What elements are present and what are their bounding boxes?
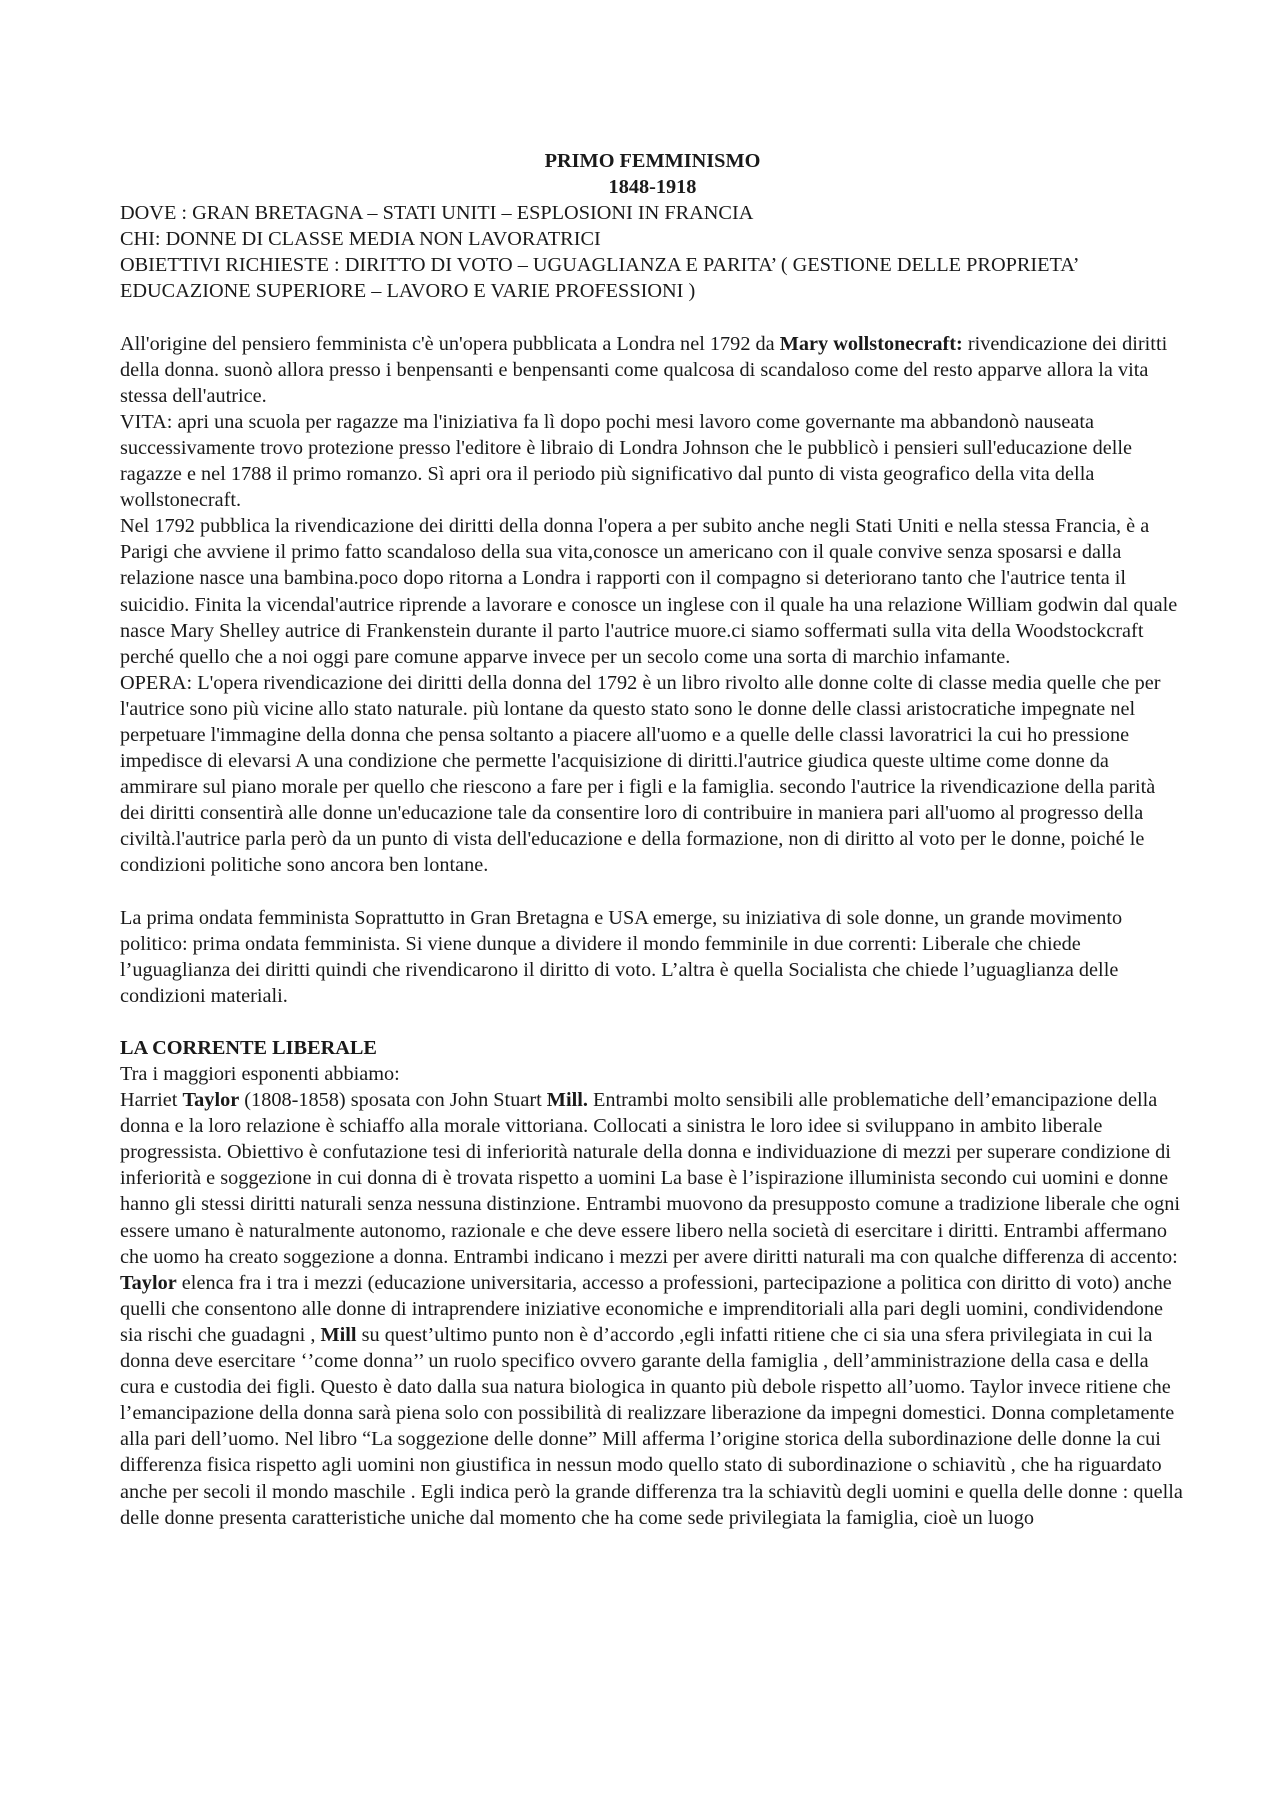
- spacer: [120, 305, 1185, 331]
- info-chi: CHI: DONNE DI CLASSE MEDIA NON LAVORATRICI: [120, 228, 601, 251]
- prima-ondata-paragraph: La prima ondata femminista Soprattutto in Gran Bretagna e USA emerge, su iniziativa di sole donne, un grande movimento politico: prima ondata femminista. Si viene dunque a dividere il mondo femminile in due correnti: Liberale che chiede l’uguaglianza dei diritti quindi che rivendicarono il diritto di voto. L’altra è quella Socialista che chiede l’uguaglianza delle condizioni materiali.: [120, 906, 1123, 1007]
- spacer: [120, 1009, 1185, 1035]
- wollstonecraft-intro: All'origine del pensiero femminista c'è un'opera pubblicata a Londra nel 1792 da Mary wollstonecraft: rivendicazione dei diritti della donna. suonò allora presso i benpensanti e benpensanti come qualcosa di scandaloso come del resto apparve allora la vita stessa dell'autrice.: [120, 332, 1168, 407]
- section-heading-corrente-liberale: LA CORRENTE LIBERALE: [120, 1036, 377, 1059]
- info-dove: DOVE : GRAN BRETAGNA – STATI UNITI – ESPLOSIONI IN FRANCIA: [120, 202, 754, 225]
- info-obiettivi: OBIETTIVI RICHIESTE : DIRITTO DI VOTO – UGUAGLIANZA E PARITA’ ( GESTIONE DELLE PROPRIETA’ EDUCAZIONE SUPERIORE – LAVORO E VARIE PROFESSIONI ): [120, 254, 1078, 303]
- spacer: [120, 879, 1185, 905]
- author-name: Mary wollstonecraft:: [779, 332, 963, 355]
- document-page: [120, 148, 1185, 1531]
- document-title: PRIMO FEMMINISMO: [544, 150, 761, 172]
- wollstonecraft-vita: VITA: apri una scuola per ragazze ma l'iniziativa fa lì dopo pochi mesi lavoro come governante ma abbandonò nauseata successivamente trovo protezione presso l'editore è libraio di Londra Johnson che le pubblicò i pensieri sull'educazione delle ragazze e nel 1788 il primo romanzo. Sì apri ora il periodo più significativo dal punto di vista geografico della vita della wollstonecraft.: [120, 410, 1133, 512]
- wollstonecraft-opera: OPERA: L'opera rivendicazione dei diritti della donna del 1792 è un libro rivolto alle donne colte di classe media quelle che per l'autrice sono più vicine allo stato naturale. più lontane da questo stato sono le donne delle classi aristocratiche impegnate nel perpetuare l'immagine della donna che pensa soltanto a piacere all'uomo e a quelle delle classi lavoratrici la cui ho pressione impedisce di elevarsi A una condizione che permette l'acquisizione di diritti.l'autrice giudica queste ultime come donne da ammirare sul piano morale per quello che riescono a fare per i figli e la famiglia. secondo l'autrice la rivendicazione della parità dei diritti consentirà alle donne un'educazione tale da consentire loro di contribuire in maniera pari all'uomo al progresso della civiltà.l'autrice parla però da un punto di vista dell'educazione e della formazione, non di diritto al voto per le donne, poiché le condizioni politiche sono ancora ben lontane.: [120, 671, 1161, 877]
- document-dates: 1848-1918: [608, 176, 697, 199]
- corrente-liberale-intro: Tra i maggiori esponenti abbiamo:: [120, 1063, 400, 1085]
- wollstonecraft-vita-2: Nel 1792 pubblica la rivendicazione dei diritti della donna l'opera a per subito anche negli Stati Uniti e nella stessa Francia, è a Parigi che avviene il primo fatto scandaloso della sua vita,conosce un americano con il quale convive senza sposarsi e dalla relazione nasce una bambina.poco dopo ritorna a Londra i rapporti con il compagno si deteriorano tanto che l'autrice tenta il suicidio. Finita la vicendal'autrice riprende a lavorare e conosce un inglese con il quale ha una relazione William godwin dal quale nasce Mary Shelley autrice di Frankenstein durante il parto l'autrice muore.ci siamo soffermati sulla vita della Woodstockcraft perché quello che a noi oggi pare comune apparve invece per un secolo come una sorta di marchio infamante.: [120, 515, 1178, 668]
- corrente-liberale-body: Harriet Taylor (1808-1858) sposata con John Stuart Mill. Entrambi molto sensibili alle problematiche dell’emancipazione della donna e la loro relazione è schiaffo alla morale vittoriana. Collocati a sinistra le loro idee si sviluppano in ambito liberale progressista. Obiettivo è confutazione tesi di inferiorità naturale della donna e individuazione di mezzi per superare condizione di inferiorità e soggezione in cui donna di è trovata rispetto a uomini La base è l’ispirazione illuminista secondo cui uomini e donne hanno gli stessi diritti naturali senza nessuna distinzione. Entrambi muovono da presupposto comune a tradizione liberale che ogni essere umano è naturalmente autonomo, razionale e che deve essere libero nella società di esercitare i diritti. Entrambi affermano che uomo ha creato soggezione a donna. Entrambi indicano i mezzi per avere diritti naturali ma con qualche differenza di accento: Taylor elenca fra i tra i mezzi (educazione universitaria, accesso a professioni, partecipazione a politica con diritto di voto) anche quelli che consentono alle donne di intraprendere iniziative economiche e imprenditoriali alla pari degli uomini, condividendone sia rischi che guadagni , Mill su quest’ultimo punto non è d’accordo ,egli infatti ritiene che ci sia una sfera privilegiata in cui la donna deve esercitare ‘’come donna’’ un ruolo specifico ovvero garante della famiglia , dell’amministrazione della casa e della cura e custodia dei figli. Questo è dato dalla sua natura biologica in quanto più debole rispetto all’uomo. Taylor invece ritiene che l’emancipazione della donna sarà piena solo con possibilità di realizzare liberazione da impegni domestici. Donna completamente alla pari dell’uomo. Nel libro “La soggezione delle donne” Mill afferma l’origine storica della subordinazione delle donne la cui differenza fisica rispetto agli uomini non giustifica in nessun modo quello stato di subordinazione o schiavitù , che ha riguardato anche per secoli il mondo maschile . Egli indica però la grande differenza tra la schiavitù degli uomini e quella delle donne : quella delle donne presenta caratteristiche uniche dal momento che ha come sede privilegiata la famiglia, cioè un luogo: [120, 1089, 1183, 1529]
